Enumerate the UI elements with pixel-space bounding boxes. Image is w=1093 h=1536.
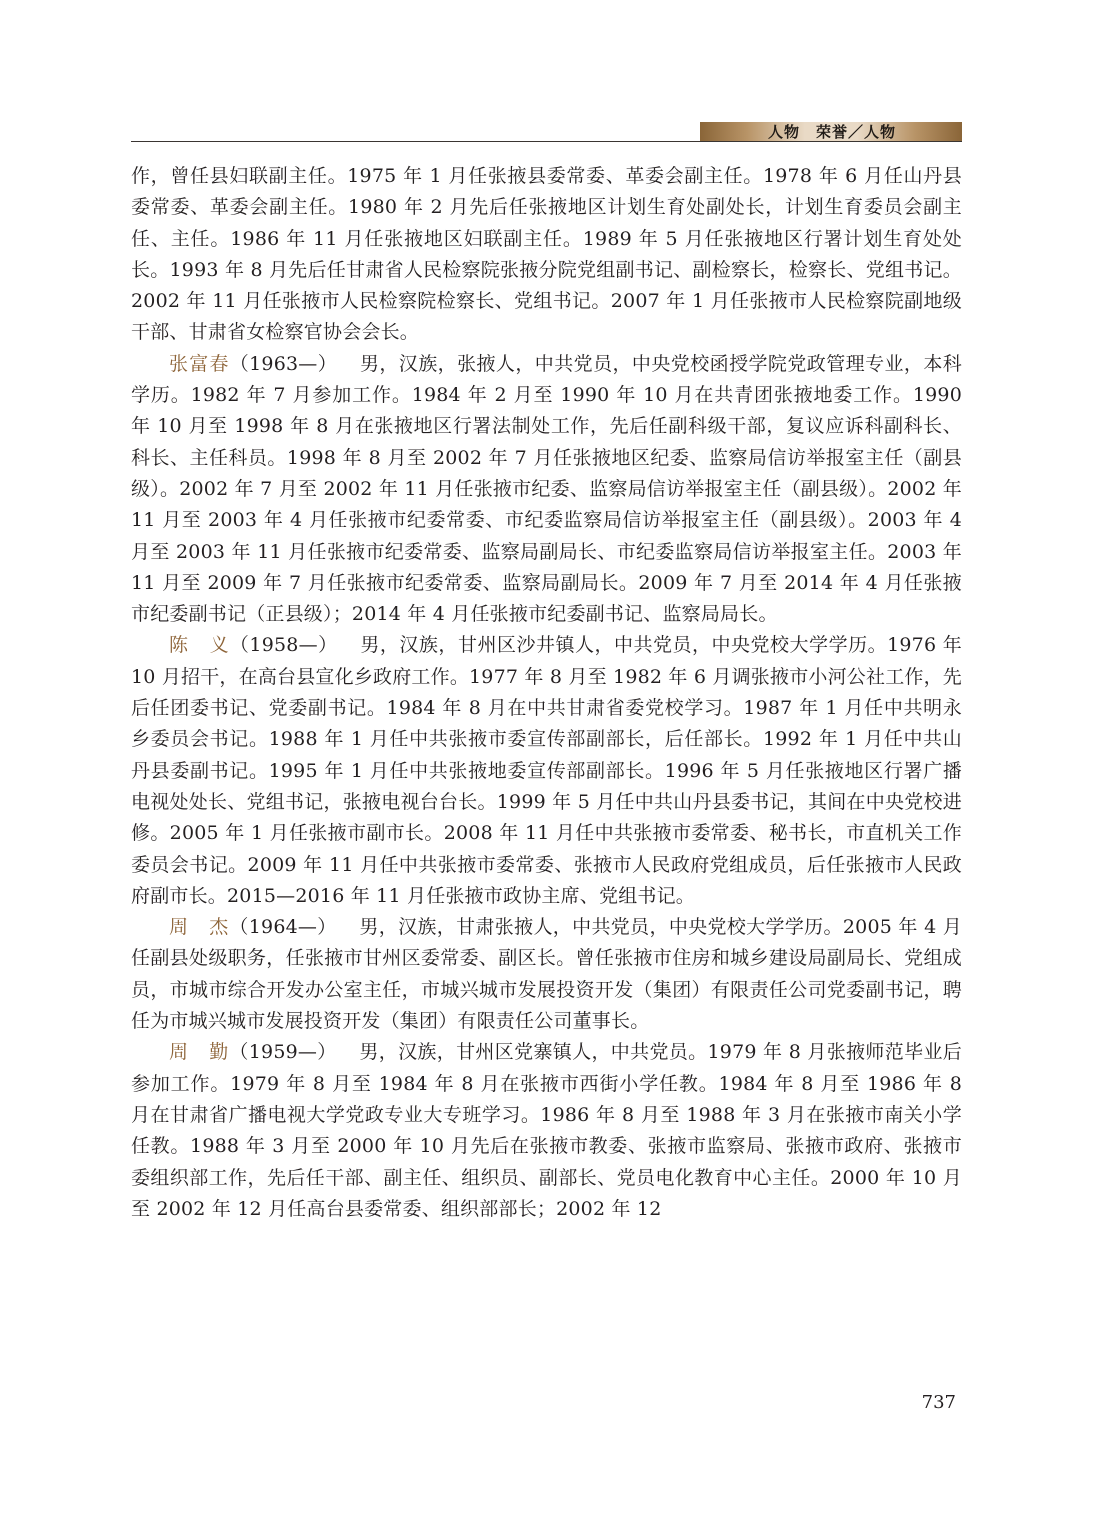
header-rule (131, 141, 962, 142)
paragraph-text: 作，曾任县妇联副主任。1975 年 1 月任张掖县委常委、革委会副主任。1978 年 6 月任山丹县委常委、革委会副主任。1980 年 2 月先后任张掖地区计划生育处副处长，计划生育委员会副主任、主任。1986 年 11 月任张掖地区妇联副主任。1989 年 5 月任张掖地区行署计划生育处处长。1993 年 8 月先后任甘肃省人民检察院张掖分院党组副书记、副检察长，检察长、党组书记。2002 年 11 月任张掖市人民检察院检察长、党组书记。2007 年 1 月任张掖市人民检察院副地级干部、甘肃省女检察官协会会长。 (131, 165, 962, 344)
person-name: 张富春 (169, 352, 230, 375)
section-title: 人物 荣誉／人物 (767, 123, 896, 141)
person-name: 周 杰 (169, 916, 230, 939)
biography-entry (131, 630, 962, 912)
biography-text: 男，汉族，张掖人，中共党员，中央党校函授学院党政管理专业，本科学历。1982 年 7 月参加工作。1984 年 2 月至 1990 年 10 月在共青团张掖地委工作。1990 年 10 月至 1998 年 8 月在张掖地区行署法制处工作，先后任副科级干部，复议应诉科副科长、科长、主任科员。1998 年 8 月至 2002 年 7 月任张掖地区纪委、监察局信访举报室主任（副县级）。2002 年 7 月至 2002 年 11 月任张掖市纪委、监察局信访举报室主任（副县级）。2002 年 11 月至 2003 年 4 月任张掖市纪委常委、市纪委监察局信访举报室主任（副县级）。2003 年 4 月至 2003 年 11 月任张掖市纪委常委、监察局副局长、市纪委监察局信访举报室主任。2003 年 11 月至 2009 年 7 月任张掖市纪委常委、监察局副局长。2009 年 7 月至 2014 年 4 月任张掖市纪委副书记（正县级）；2014 年 4 月任张掖市纪委副书记、监察局局长。 (131, 352, 962, 626)
biography-text: 男，汉族，甘州区沙井镇人，中共党员，中央党校大学学历。1976 年 10 月招干，在高台县宣化乡政府工作。1977 年 8 月至 1982 年 6 月调张掖市小河公社工作，先后任团委书记、党委副书记。1984 年 8 月在中共甘肃省委党校学习。1987 年 1 月任中共明永乡委员会书记。1988 年 1 月任中共张掖市委宣传部副部长，后任部长。1992 年 1 月任中共山丹县委副书记。1995 年 1 月任中共张掖地委宣传部副部长。1996 年 5 月任张掖地区行署广播电视处处长、党组书记，张掖电视台台长。1999 年 5 月任中共山丹县委书记，其间在中央党校进修。2005 年 1 月任张掖市副市长。2008 年 11 月任中共张掖市委常委、秘书长，市直机关工作委员会书记。2009 年 11 月任中共张掖市委常委、张掖市人民政府党组成员，后任张掖市人民政府副市长。2015—2016 年 11 月任张掖市政协主席、党组书记。 (131, 634, 962, 907)
person-years: （1964—） (229, 916, 337, 939)
page-header (0, 0, 1093, 150)
biography-text: 男，汉族，甘州区党寨镇人，中共党员。1979 年 8 月张掖师范毕业后参加工作。1979 年 8 月至 1984 年 8 月在张掖市西街小学任教。1984 年 8 月至 1986 年 8 月在甘肃省广播电视大学党政专业大专班学习。1986 年 8 月至 1988 年 3 月在张掖市南关小学任教。1988 年 3 月至 2000 年 10 月先后在张掖市教委、张掖市监察局、张掖市政府、张掖市委组织部工作，先后任干部、副主任、组织员、副部长、党员电化教育中心主任。2000 年 10 月至 2002 年 12 月任高台县委常委、组织部部长；2002 年 12 (131, 1041, 962, 1220)
person-years: （1963—） (229, 352, 338, 375)
body-text (131, 161, 962, 1225)
person-name: 陈 义 (169, 634, 230, 657)
biography-entry (131, 349, 962, 631)
person-years: （1958—） (229, 634, 338, 657)
page-number: 737 (921, 1392, 956, 1413)
biography-text: 男，汉族，甘肃张掖人，中共党员，中央党校大学学历。2005 年 4 月任副县处级职务，任张掖市甘州区委常委、副区长。曾任张掖市住房和城乡建设局副局长、党组成员，市城市综合开发办公室主任，市城兴城市发展投资开发（集团）有限责任公司党委副书记，聘任为市城兴城市发展投资开发（集团）有限责任公司董事长。 (131, 916, 962, 1033)
person-years: （1959—） (229, 1041, 337, 1064)
biography-entry (131, 1037, 962, 1225)
biography-entry (131, 912, 962, 1037)
paragraph-continued (131, 161, 962, 349)
person-name: 周 勤 (169, 1041, 230, 1064)
